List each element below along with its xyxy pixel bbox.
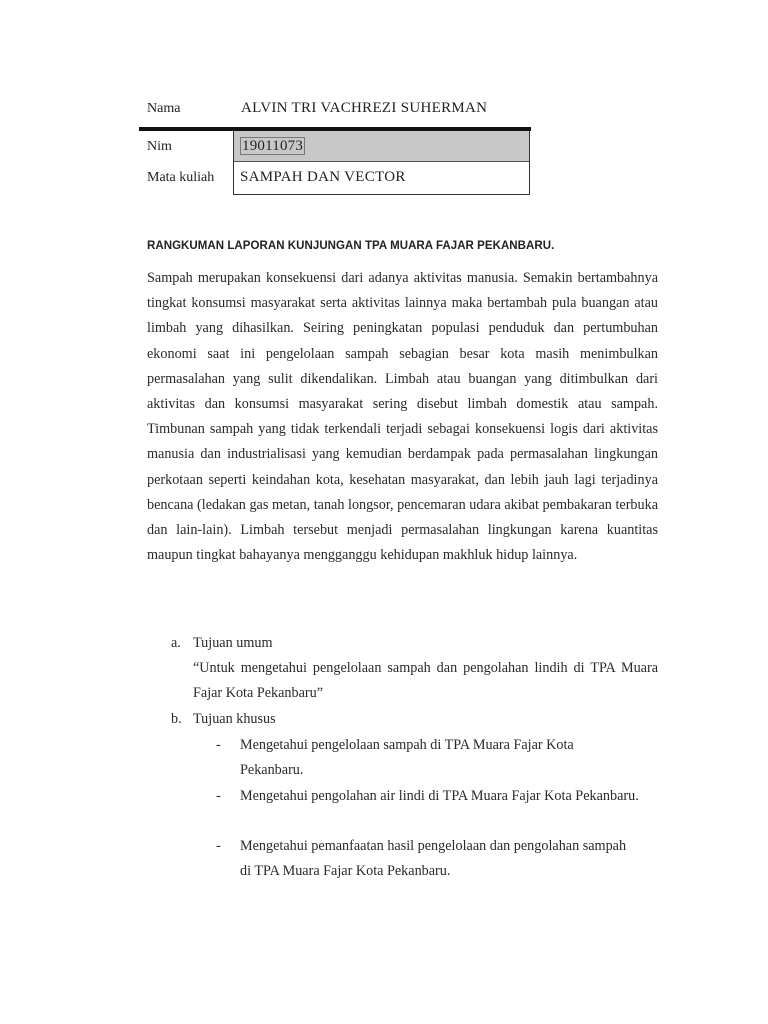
tujuan-khusus-item	[216, 733, 636, 785]
tujuan-umum-quote: “Untuk mengetahui pengelolaan sampah dan pengolahan lindih di TPA Muara Fajar Kota Pekanbaru”	[193, 660, 658, 702]
dash-bullet: -	[216, 788, 221, 804]
tujuan-khusus-item	[216, 834, 636, 886]
mata-kuliah-value: SAMPAH DAN VECTOR	[240, 169, 406, 185]
nim-label: Nim	[147, 139, 172, 154]
list-marker-b: b.	[171, 711, 182, 727]
list-title-tujuan-umum: Tujuan umum	[193, 635, 273, 651]
tujuan-khusus-text: Mengetahui pemanfaatan hasil pengelolaan dan pengolahan sampah di TPA Muara Fajar Kota Pekanbaru.	[240, 838, 627, 880]
nama-value: ALVIN TRI VACHREZI SUHERMAN	[241, 100, 488, 116]
list-title-tujuan-khusus: Tujuan khusus	[193, 711, 276, 727]
nim-value: 19011073	[242, 138, 304, 154]
tujuan-khusus-text: Mengetahui pengolahan air lindi di TPA Muara Fajar Kota Pekanbaru.	[240, 788, 639, 804]
body-paragraph: Sampah merupakan konsekuensi dari adanya aktivitas manusia. Semakin bertambahnya tingkat konsumsi masyarakat serta aktivitas lainnya maka bertambah pula buangan atau limbah yang dihasilkan. Seiring peningkatan populasi penduduk dan pertumbuhan ekonomi saat ini pengelolaan sampah sebagian besar kota masih menimbulkan permasalahan yang sulit dikendalikan. Limbah atau buangan yang ditimbulkan dari aktivitas dan konsumsi masyarakat sering disebut limbah domestik atau sampah. Timbunan sampah yang tidak terkendali terjadi sebagai konsekuensi logis dari aktivitas manusia dan industrialisasi yang kemudian berdampak pada permasalahan lingkungan perkotaan seperti keindahan kota, kesehatan masyarakat, dan lebih jauh lagi terjadinya bencana (ledakan gas metan, tanah longsor, pencemaran udara akibat pembakaran terbuka dan lain-lain). Limbah tersebut menjadi permasalahan lingkungan karena kuantitas maupun tingkat bahayanya mengganggu kehidupan makhluk hidup lainnya.	[147, 270, 658, 564]
tujuan-khusus-item	[216, 784, 639, 836]
nama-label: Nama	[147, 101, 181, 116]
dash-bullet: -	[216, 737, 221, 753]
header-value-box	[233, 131, 530, 195]
list-marker-a: a.	[171, 635, 181, 651]
document-heading: RANGKUMAN LAPORAN KUNJUNGAN TPA MUARA FAJAR PEKANBARU.	[147, 240, 555, 252]
mata-kuliah-label: Mata kuliah	[147, 170, 215, 185]
dash-bullet: -	[216, 838, 221, 854]
tujuan-khusus-text: Mengetahui pengelolaan sampah di TPA Muara Fajar Kota Pekanbaru.	[240, 737, 574, 779]
